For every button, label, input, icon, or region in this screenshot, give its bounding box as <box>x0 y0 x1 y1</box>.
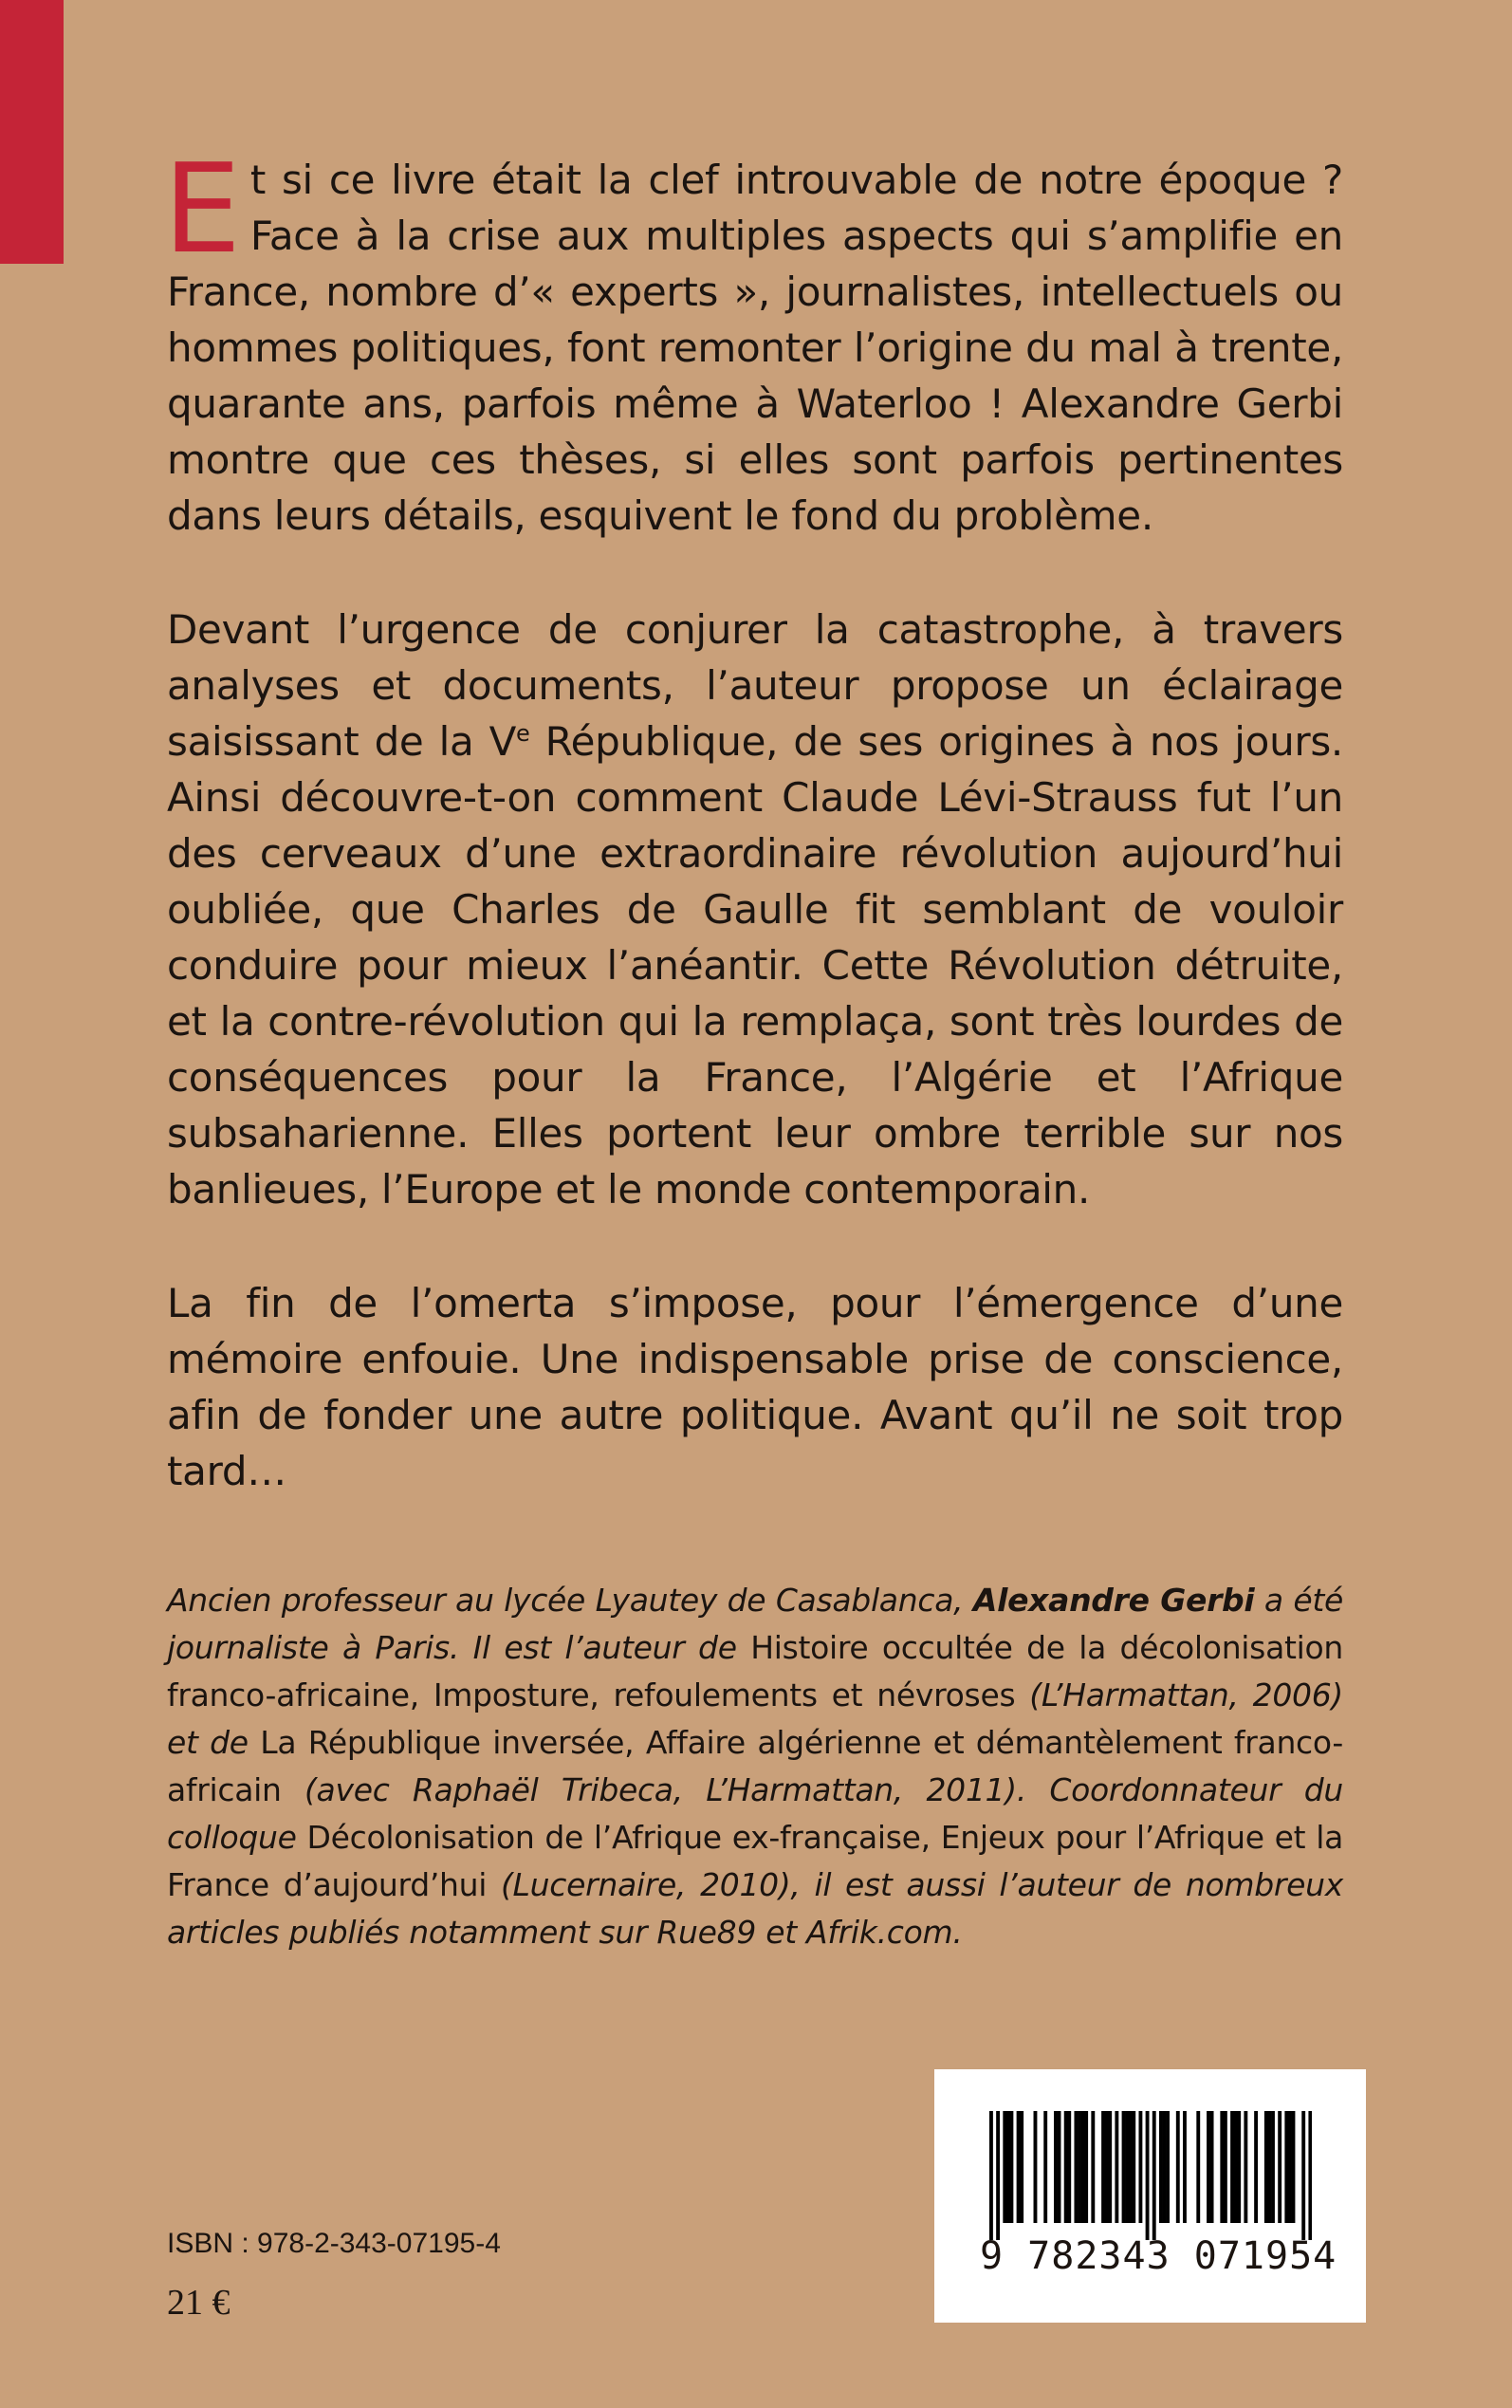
barcode-bar <box>1017 2111 1021 2223</box>
barcode-bar <box>1115 2111 1118 2223</box>
barcode-bar <box>1210 2111 1214 2223</box>
barcode-bar <box>1138 2111 1142 2223</box>
barcode-bar <box>1234 2111 1238 2223</box>
bio-part-7: (avec Raphaël Tribeca, L’Harmattan, 2011). Coordonnateur du colloque <box>167 1771 1343 1856</box>
barcode-bar <box>1084 2111 1088 2223</box>
barcode-bar <box>1122 2111 1126 2223</box>
barcode-bar <box>989 2111 993 2240</box>
blurb-paragraph-2 <box>167 602 1343 1217</box>
blurb-paragraph-3: La fin de l’omerta s’impose, pour l’émergence d’une mémoire enfouie. Une indispensable prise de conscience, afin de fonder une autre politique. Avant qu’il ne soit trop tard… <box>167 1280 1343 1494</box>
barcode-bar <box>1159 2111 1163 2223</box>
barcode-bar <box>1058 2111 1061 2223</box>
barcode-bar <box>1220 2111 1224 2223</box>
barcode <box>934 2069 1366 2323</box>
barcode-bar <box>1074 2111 1078 2223</box>
book-title-1: Histoire occultée de la décolonisation franco-africaine, Imposture, refoulements et névroses <box>167 1629 1344 1713</box>
blurb-paragraph-1-text: t si ce livre était la clef introuvable de notre époque ? Face à la crise aux multiples aspects qui s’amplifie en France, nombre d’« experts », journalistes, intellectuels ou hommes politiques, font remonter l’origine du mal à trente, quarante ans, parfois même à Waterloo ! Alexandre Gerbi montre que ces thèses, si elles sont parfois pertinentes dans leurs détails, esquivent le fond du problème. <box>167 157 1343 539</box>
barcode-bar <box>1152 2111 1156 2240</box>
superscript-e: e <box>516 720 530 747</box>
barcode-bar <box>1125 2111 1129 2223</box>
barcode-bar <box>1230 2111 1234 2223</box>
author-bio <box>167 1577 1343 1956</box>
barcode-bar <box>1264 2111 1268 2223</box>
bio-part-5: (L’Harmattan, 2006) et de <box>167 1676 1343 1761</box>
bio-part-3: a été journaliste à Paris. Il est l’auteur de <box>167 1582 1343 1666</box>
barcode-bar <box>1183 2111 1187 2223</box>
barcode-bar <box>1006 2111 1010 2223</box>
barcode-bar <box>1078 2111 1081 2223</box>
barcode-bar <box>1284 2111 1288 2223</box>
barcode-bar <box>1301 2111 1305 2240</box>
barcode-bar <box>1020 2111 1023 2223</box>
barcode-bar <box>1091 2111 1095 2223</box>
barcode-bar <box>1101 2111 1105 2223</box>
blurb-paragraph-2-text-a: Devant l’urgence de conjurer la catastrophe, à travers analyses et documents, l’auteur propose un éclairage saisissant de la V <box>167 606 1343 765</box>
barcode-bar <box>1003 2111 1006 2223</box>
barcode-bar <box>996 2111 1000 2240</box>
barcode-bar <box>1292 2111 1296 2223</box>
blurb-paragraph-1 <box>163 137 1343 544</box>
back-cover-blurb <box>163 137 1343 1499</box>
book-title-2: La République inversée, Affaire algérienne et démantèlement franco-africain <box>167 1724 1344 1808</box>
barcode-bar <box>1278 2111 1282 2223</box>
barcode-bar <box>1054 2111 1058 2223</box>
barcode-bar <box>1129 2111 1133 2223</box>
red-accent-band <box>0 0 64 264</box>
barcode-bar <box>1163 2111 1167 2223</box>
bio-part-1: Ancien professeur au lycée Lyautey de Casablanca, <box>167 1582 973 1619</box>
barcode-bar <box>1132 2111 1135 2223</box>
barcode-bar <box>1196 2111 1200 2223</box>
barcode-bar <box>1034 2111 1038 2223</box>
barcode-bar <box>1105 2111 1109 2223</box>
barcode-bar <box>1067 2111 1071 2223</box>
blurb-paragraph-2-text-b: République, de ses origines à nos jours. Ainsi découvre-t-on comment Claude Lévi-Strauss fut l’un des cerveaux d’une extraordinaire révolution aujourd’hui oubliée, que Charles de Gaulle fit semblant de vouloir conduire pour mieux l’anéantir. Cette Révolution détruite, et la contre-révolution qui la remplaça, sont très lourdes de conséquences pour la France, l’Algérie et l’Afrique subsaharienne. Elles portent leur ombre terrible sur nos banlieues, l’Europe et le monde contemporain. <box>167 718 1343 1213</box>
barcode-bar <box>1176 2111 1180 2223</box>
barcode-bar <box>1271 2111 1275 2223</box>
barcode-bar <box>1081 2111 1085 2223</box>
barcode-bar <box>1288 2111 1292 2223</box>
barcode-bar <box>1267 2111 1271 2223</box>
barcode-bar <box>1166 2111 1170 2223</box>
author-name: Alexandre Gerbi <box>972 1582 1255 1619</box>
barcode-bar <box>1254 2111 1258 2223</box>
barcode-bar <box>1009 2111 1013 2223</box>
barcode-bar <box>1237 2111 1241 2223</box>
barcode-bar <box>1224 2111 1227 2223</box>
barcode-bar <box>1043 2111 1047 2223</box>
isbn-label: ISBN : 978-2-343-07195-4 <box>167 2228 501 2259</box>
bio-part-9: (Lucernaire, 2010), il est aussi l’auteur de nombreux articles publiés notamment sur Rue89 et Afrik.com. <box>167 1866 1343 1951</box>
drop-cap: E <box>163 137 241 281</box>
barcode-bar <box>1064 2111 1068 2223</box>
barcode-bar <box>1308 2111 1312 2240</box>
price-label: 21 € <box>167 2283 230 2323</box>
barcode-bar <box>1146 2111 1150 2240</box>
barcode-bar <box>1244 2111 1247 2223</box>
colloquium-title: Décolonisation de l’Afrique ex-française, Enjeux pour l’Afrique et la France d’aujourd’hui <box>167 1819 1343 1903</box>
barcode-bars <box>989 2111 1312 2240</box>
barcode-digits: 9 782343 071954 <box>980 2234 1337 2278</box>
barcode-bar <box>1108 2111 1112 2223</box>
barcode-bar <box>1207 2111 1210 2223</box>
